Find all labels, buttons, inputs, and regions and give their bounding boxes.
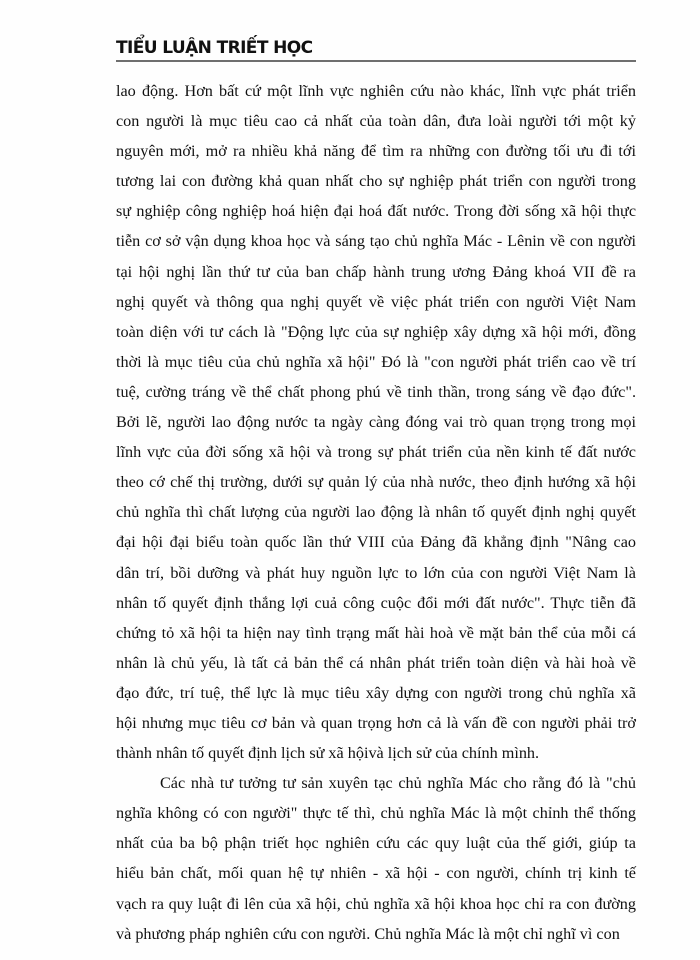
text-line: tương lai con đường khả quan nhất cho sự nghiệp phát triển con người trong [116, 172, 636, 191]
text-line: tuệ, cường tráng về thể chất phong phú về tinh thần, trong sáng về đạo đức". [116, 382, 636, 401]
text-line: tiễn cơ sở vận dụng khoa học và sáng tạo chủ nghĩa Mác - Lênin về con người [116, 232, 636, 251]
text-line: hiểu bản chất, mối quan hệ tự nhiên - xã hội - con người, chính trị kinh tế [116, 864, 636, 883]
paragraph-1 [116, 76, 636, 768]
page-header-title: TIỂU LUẬN TRIẾT HỌC [116, 38, 313, 58]
text-line: đại hội đại biểu toàn quốc lần thứ VIII của Đảng đã khẳng định "Nâng cao [116, 533, 636, 552]
paragraph-2 [116, 768, 636, 949]
text-line: đạo đức, trí tuệ, thể lực là mục tiêu xây dựng con người trong chủ nghĩa xã [116, 683, 636, 702]
text-line: nhân là chủ yếu, là tất cả bản thể cá nhân phát triển toàn diện và hài hoà về [116, 653, 636, 672]
text-line: thời là mục tiêu của chủ nghĩa xã hội" Đó là "con người phát triển cao về trí [116, 352, 636, 371]
text-line: nghị quyết và thông qua nghị quyết về việc phát triển con người Việt Nam [116, 292, 636, 311]
text-line: và phương pháp nghiên cứu con người. Chủ nghĩa Mác là một chỉ nghĩ vì con [116, 924, 620, 943]
text-line: sự nghiệp công nghiệp hoá hiện đại hoá đất nước. Trong đời sống xã hội thực [116, 202, 636, 221]
text-line: Các nhà tư tưởng tư sản xuyên tạc chủ nghĩa Mác cho rằng đó là "chủ [160, 774, 636, 793]
text-line: nhất của ba bộ phận triết học nghiên cứu các quy luật của thế giới, giúp ta [116, 834, 636, 853]
text-line: thành nhân tố quyết định lịch sử xã hộivà lịch sử của chính mình. [116, 744, 540, 763]
text-line: nghĩa không có con người" thực tế thì, chủ nghĩa Mác là một chỉnh thể thống [116, 804, 636, 823]
text-line: nhân tố quyết định thắng lợi cuả công cuộc đổi mới đất nước". Thực tiễn đã [116, 593, 636, 612]
header-divider [116, 60, 636, 62]
text-line: tại hội nghị lần thứ tư của ban chấp hành trung ương Đảng khoá VII đề ra [116, 262, 636, 281]
text-line: lĩnh vực của đời sống xã hội và trong sự phát triển của nền kinh tế đất nước [116, 443, 636, 462]
text-line: vạch ra quy luật đi lên của xã hội, chủ nghĩa xã hội khoa học chỉ ra con đường [116, 894, 636, 913]
text-line: lao động. Hơn bất cứ một lĩnh vực nghiên cứu nào khác, lĩnh vực phát triển [116, 82, 636, 100]
text-line: con người là mục tiêu cao cả nhất của toàn dân, đưa loài người tới một kỷ [116, 112, 636, 131]
text-line: dân trí, bồi dưỡng và phát huy nguồn lực to lớn của con người Việt Nam là [116, 563, 636, 582]
text-line: toàn diện với tư cách là "Động lực của sự nghiệp xây dựng xã hội mới, đồng [116, 322, 636, 341]
text-line: chứng tỏ xã hội ta hiện nay tình trạng mất hài hoà về mặt bản thể của mỗi cá [116, 623, 636, 642]
text-line: chủ nghĩa thì chất lượng của người lao động là nhân tố quyết định nghị quyết [116, 503, 636, 522]
text-line: theo cớ chế thị trường, dưới sự quản lý của nhà nước, theo định hướng xã hội [116, 473, 636, 492]
text-line: hội nhưng mục tiêu cơ bản và quan trọng hơn cả là vấn đề con người phải trở [116, 713, 636, 732]
text-line: Bởi lẽ, người lao động nước ta ngày càng đóng vai trò quan trọng trong mọi [116, 413, 636, 432]
document-body [116, 76, 636, 949]
text-line: nguyên mới, mở ra nhiều khả năng để tìm ra những con đường tối ưu đi tới [116, 142, 636, 161]
